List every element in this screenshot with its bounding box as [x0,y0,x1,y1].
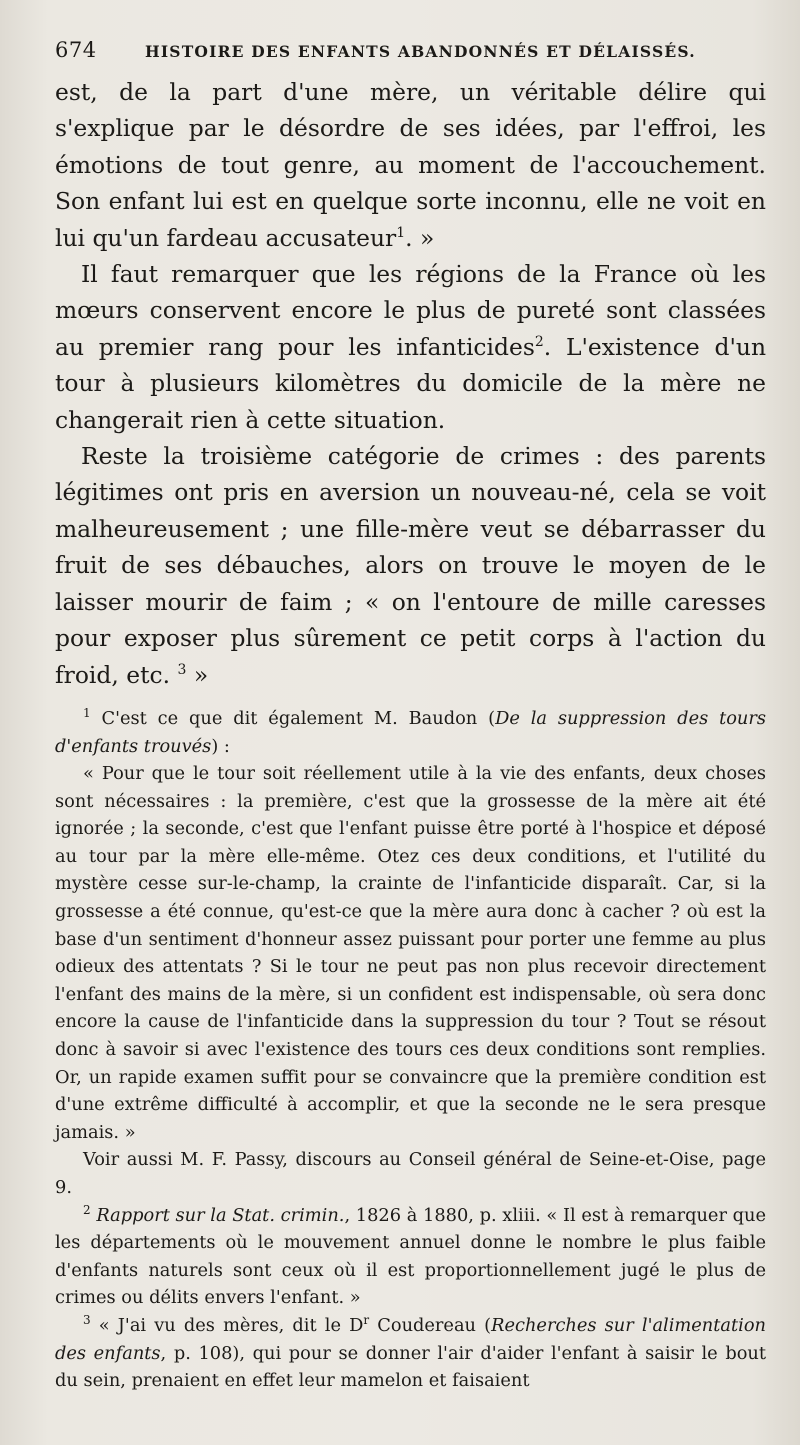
page-number: 674 [55,38,97,62]
footnote-3-marker: 3 [83,1313,91,1328]
paragraph-1 [55,74,766,256]
footnote-1-quote: « Pour que le tour soit réellement utile à la vie des enfants, deux choses sont nécessaires : la première, c'est que la grossesse de la mère ait été ignorée ; la seconde, c'est que l'enfant puisse être porté à l'hospice et déposé au tour par la mère elle-même. Otez ces deux conditions, et l'utilité du mystère cesse sur-le-champ, la crainte de l'infanticide disparaît. Car, si la grossesse a été connue, qu'est-ce que la mère aura donc à cacher ? où est la base d'un sentiment d'honneur assez puissant pour porter une femme au plus odieux des attentats ? Si le tour ne peut pas non plus recevoir directement l'enfant des mains de la mère, si un confident est indispensable, où sera donc encore la cause de l'infanticide dans la suppression du tour ? Tout se résout donc à savoir si avec l'existence des tours ces deux conditions sont remplies. Or, un rapide examen suffit pour se convaincre que la première condition est d'une extrême difficulté à accomplir, et que la seconde ne le sera presque jamais. » [55,763,766,1143]
footnote-1-title: De la suppression des tours d'enfants trouvés [55,707,767,757]
footnote-2-text: , 1826 à 1880, p. xliii. « Il est à remarquer que les départements où le mouvement annuel donne le nombre le plus faible d'enfants naturels sont ceux où il est proportionnellement jugé le plus de crimes ou délits envers l'enfant. » [55,1204,766,1309]
paragraph-3-text: Reste la troisième catégorie de crimes : des parents légitimes ont pris en aversion un nouveau-né, cela se voit malheureusement ; une fille-mère veut se débarrasser du fruit de ses débauches, alors on trouve le moyen de le laisser mourir de faim ; « on l'entoure de mille caresses pour exposer plus sûrement ce petit corps à l'action du froid, etc. [55,442,766,689]
footnote-1-marker: 1 [83,705,91,720]
footnote-1-after: ) : [211,735,230,757]
paragraph-2-text-a: Il faut remarquer que les régions de la France où les mœurs conservent encore le plus de pureté sont classées au premier rang pour les infanticides [55,260,766,361]
footnote-3-intro-b: Coudereau ( [369,1314,492,1336]
footnote-1 [55,705,766,760]
footnote-1-see-also: Voir aussi M. F. Passy, discours au Conseil général de Seine-et-Oise, page 9. [55,1149,766,1198]
footnote-2-marker: 2 [83,1202,91,1217]
footnote-3-title: Recherches sur l'alimentation des enfants [55,1314,766,1364]
footnote-3-intro: « J'ai vu des mères, dit le D [90,1314,364,1336]
running-head [55,38,766,70]
paragraph-1-tail: . » [405,223,435,252]
footnote-2-title: Rapport sur la Stat. crimin. [96,1204,345,1226]
footnote-2 [55,1202,766,1312]
footnote-1-intro: C'est ce que dit également M. Baudon ( [90,707,496,729]
footnote-3 [55,1312,766,1395]
body-text [55,74,766,693]
footnote-3-sup: r [363,1313,370,1328]
paragraph-3 [55,438,766,693]
note-ref-3: 3 [177,661,187,678]
paragraph-1-text: est, de la part d'une mère, un véritable délire qui s'explique par le désordre de ses idées, par l'effroi, les émotions de tout genre, au moment de l'accouchement. Son enfant lui est en quelque sorte inconnu, elle ne voit en lui qu'un fardeau accusateur [55,78,766,252]
running-title: HISTOIRE DES ENFANTS ABANDONNÉS ET DÉLAISSÉS. [145,42,696,61]
paragraph-2-text-b: . L'existence d'un tour à plusieurs kilomètres du domicile de la mère ne changerait rien à cette situation. [55,332,767,434]
footnotes [55,705,766,1395]
paragraph-2 [55,256,766,438]
paragraph-3-tail: » [186,660,209,689]
note-ref-1: 1 [396,224,406,241]
footnote-3-text: , p. 108), qui pour se donner l'air d'aider l'enfant à saisir le bout du sein, prenaient en effet leur mamelon et faisaient [55,1342,767,1392]
note-ref-2: 2 [534,334,544,351]
